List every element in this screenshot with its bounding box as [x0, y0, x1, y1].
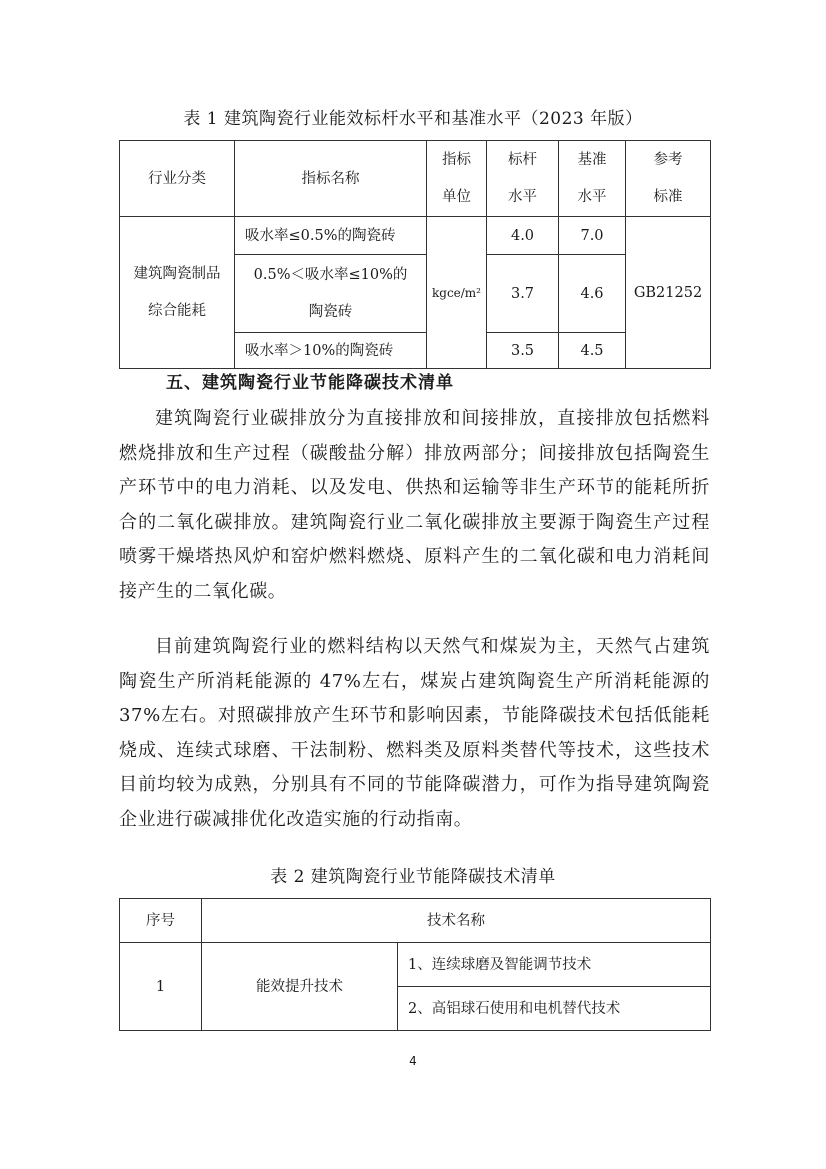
reference-cell: GB21252: [626, 217, 711, 369]
energy-benchmark-table: [119, 140, 711, 369]
indicator-row2: [235, 255, 427, 333]
header-seq: 序号: [120, 899, 202, 943]
header-baseline-line1: 基准: [577, 151, 607, 168]
technology-list-table: [119, 898, 711, 1031]
header-industry: 行业分类: [120, 141, 235, 217]
page-number: 4: [409, 1054, 417, 1068]
table2-caption: 表 2 建筑陶瓷行业节能降碳技术清单: [270, 867, 556, 887]
baseline-row3: 4.5: [559, 333, 626, 369]
header-tech-name: 技术名称: [202, 899, 711, 943]
header-baseline: [559, 141, 626, 217]
indicator-row3: 吸水率＞10%的陶瓷砖: [235, 333, 427, 369]
header-indicator: 指标名称: [235, 141, 427, 217]
baseline-row1: 7.0: [559, 217, 626, 255]
header-benchmark: [487, 141, 559, 217]
indicator-row2-line1: 0.5%＜吸水率≤10%的: [253, 266, 408, 283]
header-reference-line1: 参考: [653, 151, 683, 168]
baseline-row2: 4.6: [559, 255, 626, 333]
tech-item-2: 2、高铝球石使用和电机替代技术: [398, 987, 711, 1031]
paragraph-2: 目前建筑陶瓷行业的燃料结构以天然气和煤炭为主，天然气占建筑陶瓷生产所消耗能源的 47%左右，煤炭占建筑陶瓷生产所消耗能源的 37%左右。对照碳排放产生环节和影响因素，节能降碳技术包括低能耗烧成、连续式球磨、干法制粉、燃料类及原料类替代等技术，这些技术目前均较为成熟，分别具有不同的节能降碳潜力，可作为指导建筑陶瓷企业进行碳减排优化改造实施的行动指南。: [119, 636, 710, 830]
category-line2: 综合能耗: [148, 302, 206, 319]
category-cell: 能效提升技术: [202, 943, 398, 1031]
benchmark-row1: 4.0: [487, 217, 559, 255]
header-unit-line2: 单位: [442, 188, 471, 205]
header-unit-line1: 指标: [442, 151, 471, 168]
benchmark-row2: 3.7: [487, 255, 559, 333]
header-benchmark-line1: 标杆: [508, 151, 537, 168]
seq-cell: 1: [120, 943, 202, 1031]
benchmark-row3: 3.5: [487, 333, 559, 369]
header-benchmark-line2: 水平: [508, 188, 537, 205]
header-reference-line2: 标准: [653, 188, 683, 205]
section-heading: 五、建筑陶瓷行业节能降碳技术清单: [166, 373, 454, 393]
header-reference: [626, 141, 711, 217]
indicator-row1: 吸水率≤0.5%的陶瓷砖: [235, 217, 427, 255]
indicator-row2-line2: 陶瓷砖: [308, 303, 353, 320]
header-baseline-line2: 水平: [577, 188, 607, 205]
unit-cell: kgce/m²: [427, 217, 487, 369]
paragraph-1: 建筑陶瓷行业碳排放分为直接排放和间接排放，直接排放包括燃料燃烧排放和生产过程（碳酸盐分解）排放两部分；间接排放包括陶瓷生产环节中的电力消耗、以及发电、供热和运输等非生产环节的能耗所折合的二氧化碳排放。建筑陶瓷行业二氧化碳排放主要源于陶瓷生产过程喷雾干燥塔热风炉和窑炉燃料燃烧、原料产生的二氧化碳和电力消耗间接产生的二氧化碳。: [119, 408, 710, 602]
table1-caption: 表 1 建筑陶瓷行业能效标杆水平和基准水平（2023 年版）: [183, 109, 643, 129]
header-unit: [427, 141, 487, 217]
category-cell: [120, 217, 235, 369]
category-line1: 建筑陶瓷制品: [133, 265, 221, 282]
tech-item-1: 1、连续球磨及智能调节技术: [398, 943, 711, 987]
